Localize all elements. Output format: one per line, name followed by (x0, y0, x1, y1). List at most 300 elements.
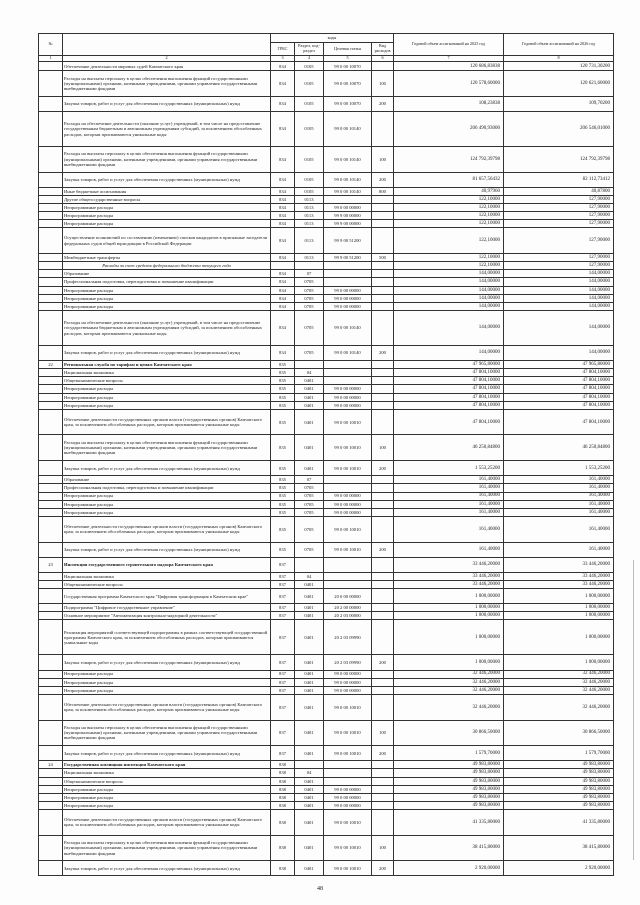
table-row (39, 286, 614, 294)
row-name: Обеспечение деятельности государственных органов власти (государственных органов) Камчатского края, за исключением обособленных расходов, которым присваиваются уникальные коды (63, 409, 271, 435)
row-amount-2025: 33 446,20000 (394, 557, 504, 572)
row-section: 0705 (295, 294, 324, 302)
row-kind (372, 492, 394, 500)
row-target (324, 195, 372, 203)
row-section: 0705 (295, 500, 324, 508)
row-target: 99 0 00 00000 (324, 785, 372, 793)
row-kind (372, 369, 394, 377)
row-kind (372, 670, 394, 678)
row-section: 0401 (295, 377, 324, 385)
row-target: 99 0 00 00000 (324, 678, 372, 686)
row-section: 0105 (295, 172, 324, 187)
row-kind (372, 777, 394, 785)
row-section: 0705 (295, 310, 324, 345)
row-target: 99 0 00 00000 (324, 508, 372, 516)
row-amount-2025: 32 446,20000 (394, 670, 504, 678)
table-row (39, 793, 614, 801)
row-num (39, 516, 63, 542)
row-amount-2025: 41 335,80000 (394, 810, 504, 836)
row-num (39, 461, 63, 476)
row-num (39, 369, 63, 377)
row-amount-2025: 47 804,10000 (394, 385, 504, 393)
row-amount-2025: 122,10000 (394, 203, 504, 211)
row-num (39, 720, 63, 746)
row-target: 20 2 03 00000 (324, 612, 372, 620)
colnum-3: 3 (271, 56, 295, 62)
row-grbs: 837 (271, 670, 295, 678)
row-amount-2025: 49 983,80000 (394, 785, 504, 793)
row-target: 99 0 00 00000 (324, 670, 372, 678)
row-amount-2025: 1 000,00000 (394, 589, 504, 604)
row-amount-2025: 47 804,10000 (394, 393, 504, 401)
row-kind (372, 278, 394, 286)
row-name: Национальная экономика (63, 572, 271, 580)
col-2025-header: Годовой объем ассигнований на 2025 год (394, 34, 504, 56)
row-amount-2026: 33 446,20000 (504, 557, 614, 572)
table-row (39, 310, 614, 345)
row-amount-2025: 1 553,25200 (394, 461, 504, 476)
row-name: Закупка товаров, работ и услуг для обеспечения государственных (муниципальных) нужд (63, 345, 271, 360)
table-row (39, 385, 614, 393)
row-num (39, 694, 63, 720)
table-row (39, 801, 614, 809)
row-section (295, 262, 324, 270)
table-row (39, 761, 614, 769)
row-kind (372, 228, 394, 254)
row-amount-2025: 49 983,80000 (394, 769, 504, 777)
row-section (295, 557, 324, 572)
row-num (39, 678, 63, 686)
table-row (39, 294, 614, 302)
row-name: Расходы на обеспечение деятельности (оказание услуг) учреждений, в том числе на предоставление государственным бюджетным и автономным учреждениям субсидий, за исключением обособленных расходов, которым присваиваются уникальные коды (63, 310, 271, 345)
row-num (39, 620, 63, 655)
table-row (39, 112, 614, 147)
row-amount-2026: 127,90000 (504, 195, 614, 203)
row-name: Закупка товаров, работ и услуг для обеспечения государственных (муниципальных) нужд (63, 861, 271, 876)
row-grbs: 837 (271, 720, 295, 746)
table-row (39, 508, 614, 516)
row-target: 99 0 00 10010 (324, 810, 372, 836)
row-grbs: 837 (271, 589, 295, 604)
row-target: 99 0 00 00000 (324, 393, 372, 401)
row-amount-2026: 30 866,50000 (504, 720, 614, 746)
row-num (39, 580, 63, 588)
row-amount-2026: 2 920,00000 (504, 861, 614, 876)
row-kind (372, 377, 394, 385)
row-name: Расходы на выплаты персоналу в целях обеспечения выполнения функций государственными (муниципальными) органами, казенными учреждениями, органами управления государственными внебюджетными фондами (63, 835, 271, 861)
row-num (39, 112, 63, 147)
row-grbs: 837 (271, 620, 295, 655)
table-row (39, 212, 614, 220)
row-grbs: 835 (271, 401, 295, 409)
budget-table (38, 33, 614, 876)
row-amount-2026: 47 804,10000 (504, 369, 614, 377)
col-grbs-header: ГРБС (271, 43, 295, 56)
row-amount-2026: 49 983,80000 (504, 777, 614, 785)
row-kind (372, 686, 394, 694)
row-grbs: 835 (271, 369, 295, 377)
scan-edge-line (633, 560, 634, 860)
row-grbs: 834 (271, 172, 295, 187)
row-kind (372, 385, 394, 393)
row-grbs: 837 (271, 746, 295, 761)
row-amount-2026: 120 731,30200 (504, 62, 614, 71)
row-amount-2026: 161,40000 (504, 484, 614, 492)
row-target: 99 9 00 51200 (324, 254, 372, 262)
row-num (39, 278, 63, 286)
row-num (39, 508, 63, 516)
row-section: 0401 (295, 589, 324, 604)
row-kind (372, 580, 394, 588)
row-kind: 100 (372, 71, 394, 97)
row-target: 20 2 03 09990 (324, 655, 372, 670)
row-amount-2025: 161,40000 (394, 484, 504, 492)
table-row (39, 810, 614, 836)
row-grbs: 837 (271, 686, 295, 694)
row-grbs: 838 (271, 835, 295, 861)
row-kind (372, 572, 394, 580)
row-name: Непрограммные расходы (63, 401, 271, 409)
row-target: 99 9 00 51200 (324, 228, 372, 254)
row-section: 0401 (295, 861, 324, 876)
row-section: 0401 (295, 435, 324, 461)
row-amount-2026: 124 792,39798 (504, 146, 614, 172)
row-kind (372, 620, 394, 655)
row-grbs: 834 (271, 146, 295, 172)
row-grbs: 837 (271, 655, 295, 670)
row-amount-2025: 122,10000 (394, 195, 504, 203)
row-section: 0105 (295, 62, 324, 71)
row-amount-2026: 161,40000 (504, 500, 614, 508)
row-grbs: 838 (271, 761, 295, 769)
row-name: Иные бюджетные ассигнования (63, 187, 271, 195)
row-amount-2025: 47 804,10000 (394, 409, 504, 435)
row-amount-2026: 82 112,73412 (504, 172, 614, 187)
row-num (39, 769, 63, 777)
row-amount-2025: 144,00000 (394, 278, 504, 286)
table-row (39, 401, 614, 409)
row-section: 0105 (295, 112, 324, 147)
row-kind (372, 112, 394, 147)
row-amount-2026: 46 250,84800 (504, 435, 614, 461)
colnum-5: 5 (324, 56, 372, 62)
row-grbs: 838 (271, 769, 295, 777)
row-kind (372, 401, 394, 409)
row-target: 99 0 00 10010 (324, 542, 372, 557)
row-grbs: 837 (271, 580, 295, 588)
row-num (39, 500, 63, 508)
row-name: Обеспечение деятельности государственных органов власти (государственных органов) Камчатского края, за исключением обособленных расходов, которым присваиваются уникальные коды (63, 516, 271, 542)
row-target (324, 476, 372, 484)
row-grbs: 837 (271, 678, 295, 686)
page-number: 48 (317, 886, 323, 892)
row-kind (372, 612, 394, 620)
row-grbs: 838 (271, 785, 295, 793)
row-amount-2025: 144,00000 (394, 294, 504, 302)
row-grbs: 835 (271, 409, 295, 435)
row-section: 0705 (295, 492, 324, 500)
row-num (39, 203, 63, 211)
row-amount-2026: 144,00000 (504, 345, 614, 360)
row-section: 0401 (295, 835, 324, 861)
table-row (39, 720, 614, 746)
row-num (39, 393, 63, 401)
row-name: Расходы на выплаты персоналу в целях обеспечения выполнения функций государственными (муниципальными) органами, казенными учреждениями, органами управления государственными внебюджетными фондами (63, 720, 271, 746)
row-name: Закупка товаров, работ и услуг для обеспечения государственных (муниципальных) нужд (63, 542, 271, 557)
row-amount-2025: 122,10000 (394, 228, 504, 254)
row-amount-2025: 49 983,80000 (394, 777, 504, 785)
row-grbs: 834 (271, 278, 295, 286)
row-amount-2026: 1 000,00000 (504, 589, 614, 604)
row-section: 0105 (295, 96, 324, 111)
row-grbs: 835 (271, 492, 295, 500)
row-name: Закупка товаров, работ и услуг для обеспечения государственных (муниципальных) нужд (63, 655, 271, 670)
row-name: Расходы на обеспечение деятельности (оказание услуг) учреждений, в том числе на предоставление государственным бюджетным и автономным учреждениям субсидий, за исключением обособленных расходов, которым присваиваются уникальные коды (63, 112, 271, 147)
row-section: 0401 (295, 580, 324, 588)
row-amount-2026: 127,90000 (504, 220, 614, 228)
row-name: Непрограммные расходы (63, 793, 271, 801)
row-amount-2026: 161,40000 (504, 516, 614, 542)
row-amount-2025: 120 686,83838 (394, 62, 504, 71)
row-num (39, 302, 63, 310)
table-row (39, 270, 614, 278)
row-amount-2025: 122,10000 (394, 254, 504, 262)
row-section (295, 361, 324, 369)
row-amount-2026: 40,87800 (504, 187, 614, 195)
row-kind (372, 361, 394, 369)
row-amount-2026: 47 965,80000 (504, 361, 614, 369)
row-grbs: 837 (271, 557, 295, 572)
row-target: 99 0 00 00000 (324, 500, 372, 508)
row-amount-2026: 127,90000 (504, 203, 614, 211)
row-kind (372, 785, 394, 793)
row-amount-2025: 49 983,80000 (394, 761, 504, 769)
row-amount-2025: 33 446,20000 (394, 572, 504, 580)
row-grbs: 837 (271, 604, 295, 612)
row-amount-2026: 47 804,10000 (504, 401, 614, 409)
table-row (39, 195, 614, 203)
row-kind (372, 195, 394, 203)
row-name: Непрограммные расходы (63, 294, 271, 302)
row-section: 0401 (295, 670, 324, 678)
row-amount-2025: 144,00000 (394, 310, 504, 345)
row-amount-2026: 32 446,20000 (504, 694, 614, 720)
row-amount-2025: 161,40000 (394, 492, 504, 500)
row-amount-2025: 46 250,84800 (394, 435, 504, 461)
row-target: 99 0 00 10140 (324, 310, 372, 345)
header-row-codes (39, 34, 614, 43)
row-section: 0113 (295, 195, 324, 203)
row-target: 99 0 00 10140 (324, 146, 372, 172)
row-name: Непрограммные расходы (63, 212, 271, 220)
table-row (39, 542, 614, 557)
row-name: Обеспечение деятельности государственных органов власти (государственных органов) Камчатского края, за исключением обособленных расходов, которым присваиваются уникальные коды (63, 694, 271, 720)
row-num (39, 310, 63, 345)
table-row (39, 746, 614, 761)
table-row (39, 484, 614, 492)
row-name: Непрограммные расходы (63, 686, 271, 694)
row-num (39, 476, 63, 484)
row-amount-2025: 124 792,39798 (394, 146, 504, 172)
row-num (39, 589, 63, 604)
row-kind (372, 270, 394, 278)
table-row (39, 655, 614, 670)
row-name: Непрограммные расходы (63, 492, 271, 500)
row-kind (372, 262, 394, 270)
row-grbs: 838 (271, 810, 295, 836)
row-kind (372, 769, 394, 777)
row-target: 99 9 00 00000 (324, 220, 372, 228)
row-num (39, 62, 63, 71)
row-name: Инспекция государственного строительного надзора Камчатского края (63, 557, 271, 572)
row-section: 0401 (295, 678, 324, 686)
row-name: Подпрограмма "Цифровое государственное управление" (63, 604, 271, 612)
row-section (295, 761, 324, 769)
row-name: Обеспечение деятельности государственных органов власти (государственных органов) Камчатского края, за исключением обособленных расходов, которым присваиваются уникальные коды (63, 810, 271, 836)
row-target: 99 0 00 10010 (324, 409, 372, 435)
table-row (39, 345, 614, 360)
row-num (39, 409, 63, 435)
row-kind (372, 484, 394, 492)
row-section: 0401 (295, 785, 324, 793)
row-amount-2026: 32 446,20000 (504, 678, 614, 686)
table-row (39, 369, 614, 377)
row-grbs: 837 (271, 612, 295, 620)
row-target: 99 0 00 10010 (324, 435, 372, 461)
row-section: 0401 (295, 604, 324, 612)
row-kind: 200 (372, 542, 394, 557)
row-amount-2025: 81 657,56432 (394, 172, 504, 187)
row-name: Непрограммные расходы (63, 670, 271, 678)
row-num (39, 572, 63, 580)
row-name: Обеспечение деятельности мировых судей Камчатского края (63, 62, 271, 71)
table-row (39, 604, 614, 612)
row-amount-2026: 120 621,60000 (504, 71, 614, 97)
row-section: 0113 (295, 220, 324, 228)
row-grbs: 834 (271, 286, 295, 294)
row-kind: 200 (372, 96, 394, 111)
row-grbs: 835 (271, 361, 295, 369)
row-grbs: 835 (271, 377, 295, 385)
row-num (39, 542, 63, 557)
colnum-6: 6 (372, 56, 394, 62)
table-row (39, 580, 614, 588)
table-row (39, 492, 614, 500)
row-amount-2026: 32 446,20000 (504, 670, 614, 678)
table-row (39, 500, 614, 508)
col-section-header: Раздел, под-раздел (295, 43, 324, 56)
row-grbs: 835 (271, 516, 295, 542)
row-amount-2025: 1 000,00000 (394, 612, 504, 620)
row-target (324, 761, 372, 769)
row-name: Расходы за счет средств федерального бюджета текущего года (63, 262, 271, 270)
row-kind (372, 393, 394, 401)
row-section: 0705 (295, 286, 324, 294)
row-section: 0705 (295, 484, 324, 492)
row-grbs: 834 (271, 270, 295, 278)
row-name: Межбюджетные трансферты (63, 254, 271, 262)
row-grbs (271, 262, 295, 270)
row-section: 0113 (295, 212, 324, 220)
row-amount-2026: 127,90000 (504, 254, 614, 262)
row-target: 99 0 00 00000 (324, 302, 372, 310)
table-row (39, 172, 614, 187)
row-name: Непрограммные расходы (63, 203, 271, 211)
row-grbs: 835 (271, 435, 295, 461)
row-amount-2025: 47 804,10000 (394, 401, 504, 409)
row-target (324, 270, 372, 278)
col-2026-header: Годовой объем ассигнований на 2026 год (504, 34, 614, 56)
row-grbs: 835 (271, 393, 295, 401)
row-num (39, 612, 63, 620)
colnum-7: 7 (394, 56, 504, 62)
row-name: Расходы на выплаты персоналу в целях обеспечения выполнения функций государственными (муниципальными) органами, казенными учреждениями, органами управления государственными внебюджетными фондами (63, 146, 271, 172)
row-amount-2025: 161,40000 (394, 516, 504, 542)
row-grbs: 835 (271, 500, 295, 508)
row-name: Непрограммные расходы (63, 801, 271, 809)
row-amount-2025: 108,23838 (394, 96, 504, 111)
row-num (39, 71, 63, 97)
row-grbs: 834 (271, 71, 295, 97)
row-name: Непрограммные расходы (63, 508, 271, 516)
row-grbs: 834 (271, 228, 295, 254)
row-section: 0401 (295, 612, 324, 620)
row-kind: 100 (372, 835, 394, 861)
row-num (39, 96, 63, 111)
row-amount-2026: 144,00000 (504, 278, 614, 286)
row-kind (372, 801, 394, 809)
row-num (39, 220, 63, 228)
colnum-4: 4 (295, 56, 324, 62)
row-name: Непрограммные расходы (63, 385, 271, 393)
row-section: 04 (295, 572, 324, 580)
row-amount-2025: 144,00000 (394, 345, 504, 360)
row-target: 99 0 00 00000 (324, 793, 372, 801)
row-kind: 100 (372, 435, 394, 461)
table-row (39, 71, 614, 97)
row-kind: 200 (372, 861, 394, 876)
row-target: 99 0 00 00000 (324, 686, 372, 694)
row-amount-2026: 127,90000 (504, 228, 614, 254)
row-num: 23 (39, 557, 63, 572)
table-row (39, 777, 614, 785)
row-name: Другие общегосударственные вопросы (63, 195, 271, 203)
row-section: 0401 (295, 461, 324, 476)
row-target: 99 0 00 10010 (324, 461, 372, 476)
row-amount-2026: 49 983,80000 (504, 785, 614, 793)
row-amount-2025: 30 866,50000 (394, 720, 504, 746)
row-grbs: 834 (271, 212, 295, 220)
row-kind: 200 (372, 655, 394, 670)
table-row (39, 377, 614, 385)
row-amount-2025: 122,10000 (394, 212, 504, 220)
row-section: 0401 (295, 720, 324, 746)
row-section: 07 (295, 270, 324, 278)
row-amount-2026: 47 804,10000 (504, 385, 614, 393)
table-row (39, 670, 614, 678)
row-amount-2026: 47 804,10000 (504, 377, 614, 385)
table-row (39, 96, 614, 111)
row-amount-2026: 161,40000 (504, 508, 614, 516)
table-row (39, 220, 614, 228)
table-row (39, 203, 614, 211)
row-amount-2025: 49 983,80000 (394, 801, 504, 809)
row-amount-2026: 1 553,25200 (504, 461, 614, 476)
row-amount-2026: 1 579,70000 (504, 746, 614, 761)
row-amount-2026: 144,00000 (504, 302, 614, 310)
row-kind (372, 500, 394, 508)
row-grbs: 834 (271, 62, 295, 71)
